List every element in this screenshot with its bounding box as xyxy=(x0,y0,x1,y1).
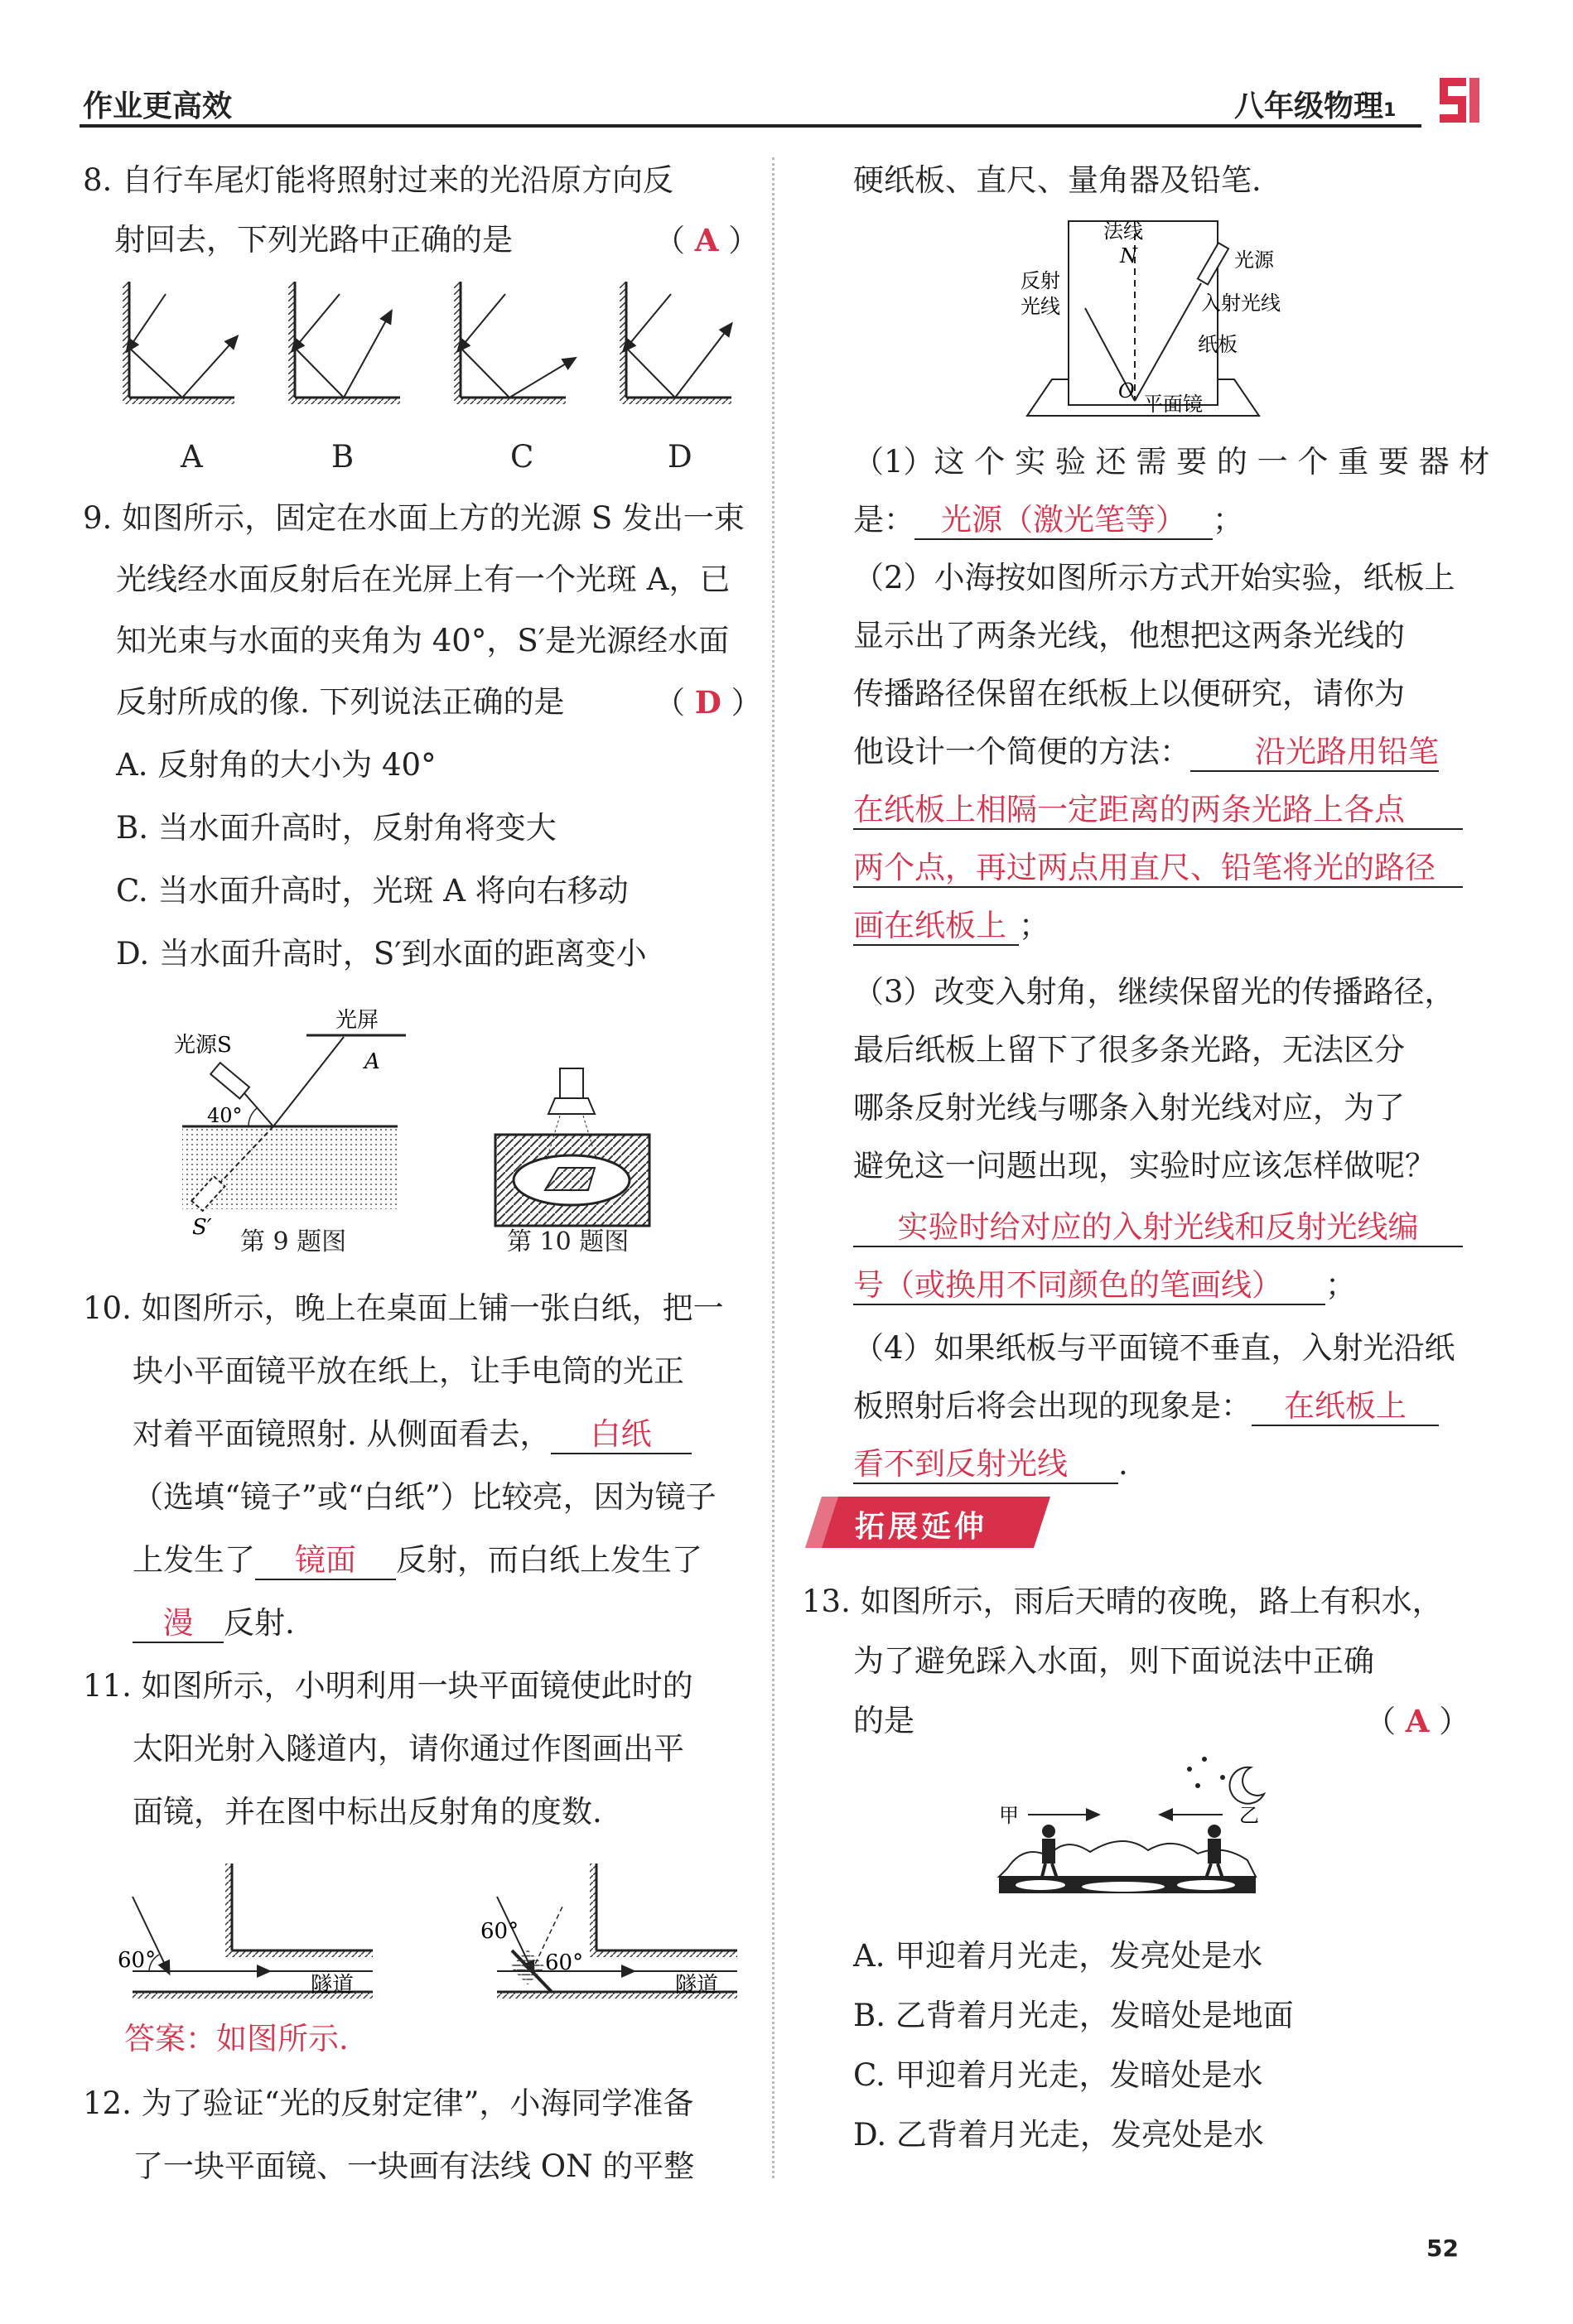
q8-figure-a xyxy=(123,282,234,404)
q12-sub1-line-2: 是： 光源（激光笔等） ； xyxy=(853,502,1243,540)
svg-text:甲: 甲 xyxy=(999,1804,1019,1827)
q9-fig-screen-label: 光屏 xyxy=(335,1008,379,1033)
q9-line-3: 知光束与水面的夹角为 40°，S′是光源经水面 xyxy=(116,623,730,658)
q11-line-2: 太阳光射入隧道内，请你通过作图画出平 xyxy=(133,1731,684,1767)
header-right-title: 八年级物理1 xyxy=(1234,89,1397,123)
q12-sub4-line-2: 板照射后将会出现的现象是： 在纸板上 xyxy=(853,1388,1439,1426)
q9-line-1: 9. 如图所示，固定在水面上方的光源 S 发出一束 xyxy=(83,500,745,536)
q13-line-1: 13. 如图所示，雨后天晴的夜晚，路上有积水， xyxy=(802,1584,1443,1619)
svg-text:光源: 光源 xyxy=(1234,248,1274,272)
q9-choice-d: D. 当水面升高时，S′到水面的距离变小 xyxy=(116,936,647,972)
svg-text:纸板: 纸板 xyxy=(1198,333,1238,356)
q8-option-a: A xyxy=(181,439,203,475)
q11-figure-left xyxy=(118,1864,373,1999)
q12-sub2-answer-4: 画在纸板上 xyxy=(853,908,1019,946)
q10-line-4: （选填“镜子”或“白纸”）比较亮，因为镜子 xyxy=(133,1479,717,1515)
svg-text:60°: 60° xyxy=(480,1919,519,1944)
q12-sub4-answer-1: 在纸板上 xyxy=(1252,1388,1439,1426)
svg-text:光线: 光线 xyxy=(1021,295,1060,318)
svg-text:60°: 60° xyxy=(118,1948,157,1973)
q12-sub4-answer-2: 看不到反射光线 xyxy=(853,1446,1118,1484)
q9-choice-a: A. 反射角的大小为 40° xyxy=(116,747,437,783)
q8-figure-b xyxy=(288,282,400,404)
svg-text:隧道: 隧道 xyxy=(311,1973,355,1998)
q13-choice-d: D. 乙背着月光走，发亮处是水 xyxy=(853,2117,1264,2153)
q10-line-5: 上发生了 镜面 反射，而白纸上发生了 xyxy=(133,1542,702,1580)
q9-line-4: 反射所成的像. 下列说法正确的是 xyxy=(116,684,565,720)
q11-line-3: 面镜，并在图中标出反射角的度数. xyxy=(133,1794,602,1830)
q12-sub2-answer-line-2 xyxy=(853,792,1463,830)
q12-sub4-line-1: （4）如果纸板与平面镜不垂直，入射光沿纸 xyxy=(853,1330,1455,1366)
q12-sub1-line-1: （1）这 个 实 验 还 需 要 的 一 个 重 要 器 材 xyxy=(853,444,1490,480)
q9-fig-source-label: 光源S xyxy=(174,1033,232,1058)
moon-icon xyxy=(1230,1767,1264,1804)
q10-line-2: 块小平面镜平放在纸上，让手电筒的光正 xyxy=(133,1353,684,1389)
q13-choice-a: A. 甲迎着月光走，发亮处是水 xyxy=(853,1938,1263,1974)
q13-choice-b: B. 乙背着月光走，发暗处是地面 xyxy=(853,1998,1294,2033)
q8-answer: （ A ） xyxy=(654,222,760,258)
q13-line-2: 为了避免踩入水面，则下面说法中正确 xyxy=(853,1643,1374,1679)
svg-text:60°: 60° xyxy=(545,1950,584,1975)
q9-fig-a-label: A xyxy=(364,1049,380,1074)
section-badge xyxy=(805,1493,1054,1551)
q13-choice-c: C. 甲迎着月光走，发暗处是水 xyxy=(853,2057,1263,2093)
q8-line-2: 射回去，下列光路中正确的是 xyxy=(114,222,513,258)
q8-option-c: C xyxy=(510,439,534,475)
q8-optics-figures xyxy=(116,282,754,414)
column-divider xyxy=(772,157,774,2178)
q12-sub2-line-2: 显示出了两条光线，他想把这两条光线的 xyxy=(853,618,1405,653)
q8-option-d: D xyxy=(668,439,692,475)
svg-text:O: O xyxy=(1118,379,1135,403)
header-rule xyxy=(80,124,1421,128)
q12-sub2-answer-3: 两个点，再过两点用直尺、铅笔将光的路径 xyxy=(853,850,1463,888)
q12-sub2-line-1: （2）小海按如图所示方式开始实验，纸板上 xyxy=(853,560,1455,595)
q12-sub2-answer-2: 在纸板上相隔一定距离的两条光路上各点 xyxy=(853,792,1463,830)
q9-choice-c: C. 当水面升高时，光斑 A 将向右移动 xyxy=(116,873,629,909)
q12-sub3-answer-line-2: 号（或换用不同颜色的笔画线） ； xyxy=(853,1267,1356,1305)
q9-answer: （ D ） xyxy=(654,684,762,721)
q8-figure-c xyxy=(454,282,572,404)
publisher-logo xyxy=(1433,73,1483,128)
q12-sub2-line-3: 传播路径保留在纸板上以便研究，请你为 xyxy=(853,676,1405,711)
q8-figure-d xyxy=(620,282,731,404)
q10-figure xyxy=(489,1064,654,1230)
section-title: 拓展延伸 xyxy=(855,1510,988,1544)
q9-choice-b: B. 当水面升高时，反射角将变大 xyxy=(116,810,557,846)
svg-text:N: N xyxy=(1120,244,1137,268)
q10-blank-1: 白纸 xyxy=(551,1416,692,1454)
svg-text:隧道: 隧道 xyxy=(675,1973,719,1998)
q12-sub3-answer-line-1 xyxy=(853,1209,1463,1247)
q12-sub3-line-1: （3）改变入射角，继续保留光的传播路径， xyxy=(853,974,1455,1010)
q13-figure xyxy=(991,1753,1281,1918)
q12-sub3-answer-1: 实验时给对应的入射光线和反射光线编 xyxy=(853,1209,1463,1247)
q9-fig-image-label: S′ xyxy=(192,1215,212,1240)
q9-line-2: 光线经水面反射后在光屏上有一个光斑 A，已 xyxy=(116,562,731,597)
q11-figure-right xyxy=(480,1864,737,1999)
q12-line-1: 12. 为了验证“光的反射定律”，小海同学准备 xyxy=(83,2085,694,2121)
q13-line-3: 的是 xyxy=(853,1703,914,1738)
q12-line-3: 硬纸板、直尺、量角器及铅笔. xyxy=(853,162,1262,198)
q12-sub1-blank: 光源（激光笔等） xyxy=(914,502,1213,540)
q12-sub4-answer-line-2: 看不到反射光线 . xyxy=(853,1446,1128,1484)
q11-answer-text: 答案：如图所示. xyxy=(124,2021,349,2056)
q12-sub2-answer-1: 沿光路用铅笔 xyxy=(1190,734,1439,772)
q12-line-2: 了一块平面镜、一块画有法线 ON 的平整 xyxy=(133,2148,695,2184)
svg-text:反射: 反射 xyxy=(1021,269,1060,292)
q8-option-b: B xyxy=(331,439,355,475)
q12-sub2-answer-line-3 xyxy=(853,850,1463,888)
q8-line-1: 8. 自行车尾灯能将照射过来的光沿原方向反 xyxy=(83,162,674,198)
header-left-title: 作业更高效 xyxy=(83,89,233,123)
q11-line-1: 11. 如图所示，小明利用一块平面镜使此时的 xyxy=(83,1668,693,1704)
q12-sub3-line-2: 最后纸板上留下了很多条光路，无法区分 xyxy=(853,1032,1405,1068)
page-number: 52 xyxy=(1426,2235,1459,2262)
q10-caption: 第 10 题图 xyxy=(507,1227,630,1256)
q10-line-6: 漫 反射. xyxy=(133,1605,295,1643)
q12-sub3-line-4: 避免这一问题出现，实验时应该怎样做呢？ xyxy=(853,1148,1435,1184)
q9-fig-angle-label: 40° xyxy=(207,1104,243,1127)
svg-text:平面镜: 平面镜 xyxy=(1143,393,1203,416)
svg-text:乙: 乙 xyxy=(1239,1804,1259,1827)
q10-line-3: 对着平面镜照射. 从侧面看去， 白纸 xyxy=(133,1416,692,1454)
svg-text:入射光线: 入射光线 xyxy=(1201,292,1281,315)
q13-answer: （ A ） xyxy=(1365,1703,1470,1739)
q12-sub2-answer-line-4: 画在纸板上 ； xyxy=(853,908,1049,946)
q12-sub3-answer-2: 号（或换用不同颜色的笔画线） xyxy=(853,1267,1325,1305)
q12-sub3-line-3: 哪条反射光线与哪条入射光线对应，为了 xyxy=(853,1090,1405,1126)
q12-figure xyxy=(1011,217,1284,424)
q9-caption: 第 9 题图 xyxy=(240,1227,347,1256)
q10-blank-3: 漫 xyxy=(133,1605,224,1643)
svg-text:法线: 法线 xyxy=(1103,219,1143,243)
q11-figures xyxy=(116,1855,754,2004)
q10-blank-2: 镜面 xyxy=(255,1542,396,1580)
q9-figure xyxy=(166,994,406,1242)
q12-sub2-line-4: 他设计一个简便的方法： 沿光路用铅笔 xyxy=(853,734,1439,772)
q10-line-1: 10. 如图所示，晚上在桌面上铺一张白纸，把一 xyxy=(83,1290,724,1326)
